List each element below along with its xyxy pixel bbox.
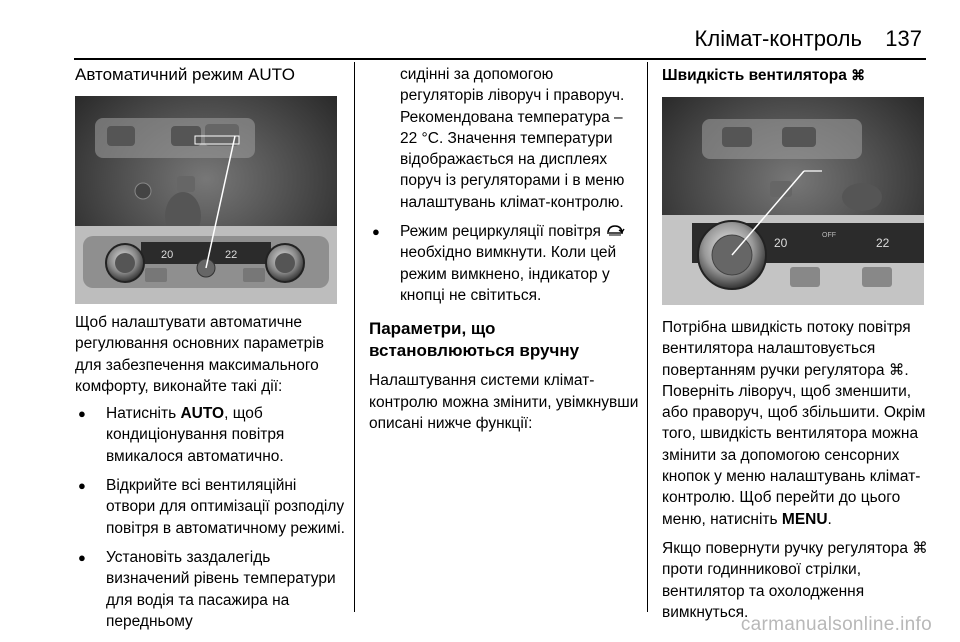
figure2-temp-left: 20 [774,236,788,250]
figure-temp-left: 20 [161,249,174,261]
list-item: ● Натисніть AUTO, щоб кондиціонування повітря вмикалося автоматично. [75,403,347,467]
column-2 [369,64,641,434]
fan-control-illustration [662,97,924,305]
column-divider-1 [354,62,355,612]
column-1 [75,64,347,640]
intro-paragraph: Щоб налаштувати автоматичне регулювання основних параметрів для забезпечення максимального комфорту, виконайте такі дії: [75,314,324,395]
menu-label: MENU [781,510,828,528]
list-item: ● Установіть заздалегідь визначений рівень температури для водія та пасажира на передньому [75,547,347,632]
fan-icon: ⌘ [851,67,866,83]
fan-paragraph-2: Якщо повернути ручку регулятора ⌘ проти годинникової стрілки, вентилятор та охолодження вимкнуться. [662,539,928,621]
recirculation-icon [605,223,625,240]
watermark: carmanualsonline.info [740,614,932,635]
manual-paragraph: Налаштування системи клімат-контролю можна змінити, увімкнувши описані нижче функції: [369,372,639,432]
recirculation-list [369,221,641,306]
climate-panel-figure-1 [75,96,337,304]
climate-panel-illustration [75,96,337,304]
header-rule [74,58,926,60]
page-header-title: Клімат-контроль [694,26,862,51]
section-heading-fan-speed: Швидкість вентилятора ⌘ [662,64,932,87]
fan-icon: ⌘ [888,361,905,379]
climate-panel-figure-2 [662,97,924,305]
list-item: ● Режим рециркуляції повітря необхідно вимкнути. Коли цей режим вимкнено, індикатор у кнопці не світиться. [369,221,641,306]
fan-paragraph-1: Потрібна швидкість потоку повітря вентилятора налаштовується повертанням ручки регулятора ⌘. Поверніть ліворуч, щоб зменшити, або праворуч, щоб збільшити. Окрім того, швидкість вентилятора можна змінити за допомогою сенсорних кнопок у меню налаштувань клімат-контролю. Щоб перейти до цього меню, натисніть MENU. [662,319,926,528]
section-heading-manual: Параметри, що встановлюються вручну [369,319,580,361]
steps-list [75,403,347,632]
continued-paragraph: сидінні за допомогою регуляторів ліворуч і праворуч. Рекомендована температура – 22 °C. Значення температури відображається на дисплеях поруч із регуляторами і в меню налаштувань клімат-контролю. [400,66,625,211]
figure2-temp-right: 22 [876,236,890,250]
fan-icon: ⌘ [912,539,928,557]
figure-temp-right: 22 [225,249,238,261]
column-3 [662,64,932,623]
list-item: ● Відкрийте всі вентиляційні отвори для оптимізації розподілу повітря в автоматичному режимі. [75,475,347,539]
column-divider-2 [647,62,648,612]
page-number: 137 [885,26,922,51]
section-heading-auto: Автоматичний режим AUTO [75,65,295,84]
figure2-off-label: OFF [822,232,836,239]
auto-label: AUTO [180,405,225,423]
